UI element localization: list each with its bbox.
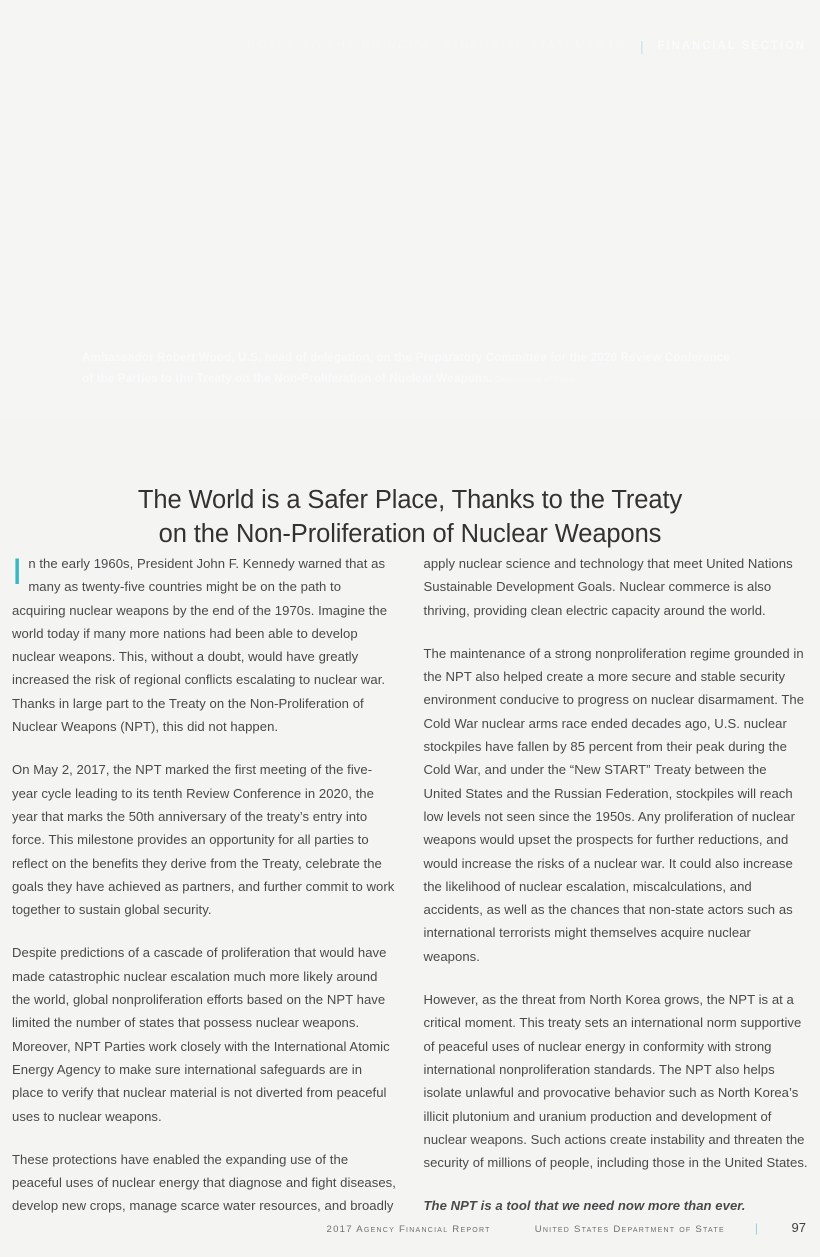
paragraph-right-2: The maintenance of a strong nonproliferation regime grounded in the NPT also helped create a more secure and stable security environment conducive to progress on nuclear disarmament. The Cold War nuclear arms race ended decades ago, U.S. nuclear stockpiles have fallen by 85 percent from their peak during the Cold War, and under the “New START” Treaty between the United States and the Russian Federation, stockpiles will reach low levels not seen since the 1950s. Any proliferation of nuclear weapons would upset the prospects for further reductions, and would increase the risks of a nuclear war. It could also increase the likelihood of nuclear escalation, miscalculations, and accidents, as well as the chances that non-state actors such as international terrorists might themselves acquire nuclear weapons. (423, 645, 805, 964)
page-title (60, 483, 760, 551)
paragraph-left-1-text: n the early 1960s, President John F. Kennedy warned that as many as twenty-five countries might be on the path to acquiring nuclear weapons by the end of the 1970s. Imagine the world today if many more nations had been able to develop nuclear weapons. This, without a doubt, would have greatly increased the risk of regional conflicts escalating to nuclear war. Thanks in large part to the Treaty on the Non-Proliferation of Nuclear Weapons (NPT), this did not happen. (12, 556, 388, 735)
running-head (247, 38, 806, 54)
running-head-financial-section-label: FINANCIAL SECTION (657, 40, 806, 52)
footer-report-title: 2017 Agency Financial Report (326, 1224, 491, 1235)
paragraph-right-3: However, as the threat from North Korea grows, the NPT is at a critical moment. This treaty sets an international norm supportive of peaceful uses of nuclear energy in conformity with strong international nonproliferation standards. The NPT also helps isolate unlawful and provocative behavior such as North Korea’s illicit plutonium and uranium production and development of nuclear weapons. Such actions create instability and threaten the security of millions of people, including those in the United States. (423, 992, 808, 1171)
footer-department-name: United States Department of State (534, 1224, 725, 1235)
paragraph-left-1 (12, 552, 397, 738)
paragraph-left-4: These protections have enabled the expanding use of the peaceful uses of nuclear energy that diagnose and fight diseases, develop new crops, manage scarce water resources, and broadly (12, 1151, 396, 1214)
paragraph-left-2: On May 2, 2017, the NPT marked the first meeting of the five-year cycle leading to its tenth Review Conference in 2020, the year that marks the 50th anniversary of the treaty’s entry into force. This milestone provides an opportunity for all parties to reflect on the benefits they derive from the Treaty, celebrate the goals they have achieved as partners, and further commit to work together to sustain global security. (12, 762, 395, 918)
page-title-line-2: on the Non-Proliferation of Nuclear Weapons (158, 520, 662, 549)
page-title-line-1: The World is a Safer Place, Thanks to the Treaty (137, 486, 683, 515)
page-number: 97 (791, 1220, 806, 1235)
page-footer (0, 1220, 820, 1235)
photo-credit: Department of State (495, 373, 575, 384)
drop-cap: I (12, 551, 23, 592)
running-head-section-label: NOTES TO THE PRINCIPAL FINANCIAL STATEMENTS (247, 40, 626, 52)
photo-caption (82, 348, 734, 389)
hero-photo-band (0, 0, 820, 420)
closing-statement: The NPT is a tool that we need now more than ever. (423, 1198, 746, 1214)
footer-separator: | (754, 1221, 758, 1235)
right-column (424, 552, 809, 1218)
paragraph-right-1: apply nuclear science and technology that meet United Nations Sustainable Development Goals. Nuclear commerce is also thriving, providing clean electric capacity around the world. (423, 556, 793, 618)
running-head-separator: | (639, 38, 644, 54)
paragraph-left-3: Despite predictions of a cascade of proliferation that would have made catastrophic nuclear escalation much more likely around the world, global nonproliferation efforts based on the NPT have limited the number of states that possess nuclear weapons. Moreover, NPT Parties work closely with the International Atomic Energy Agency to make sure international safeguards are in place to verify that nuclear material is not diverted from peaceful uses to nuclear weapons. (12, 945, 390, 1124)
left-column (12, 552, 397, 1218)
photo-caption-text: Ambassador Robert Wood, U.S. head of delegation, on the Preparatory Committee for the 2020 Review Conference of the Parties to the Treaty on the Non-Proliferation of Nuclear Weapons. (82, 351, 730, 385)
article-body (12, 552, 808, 1218)
